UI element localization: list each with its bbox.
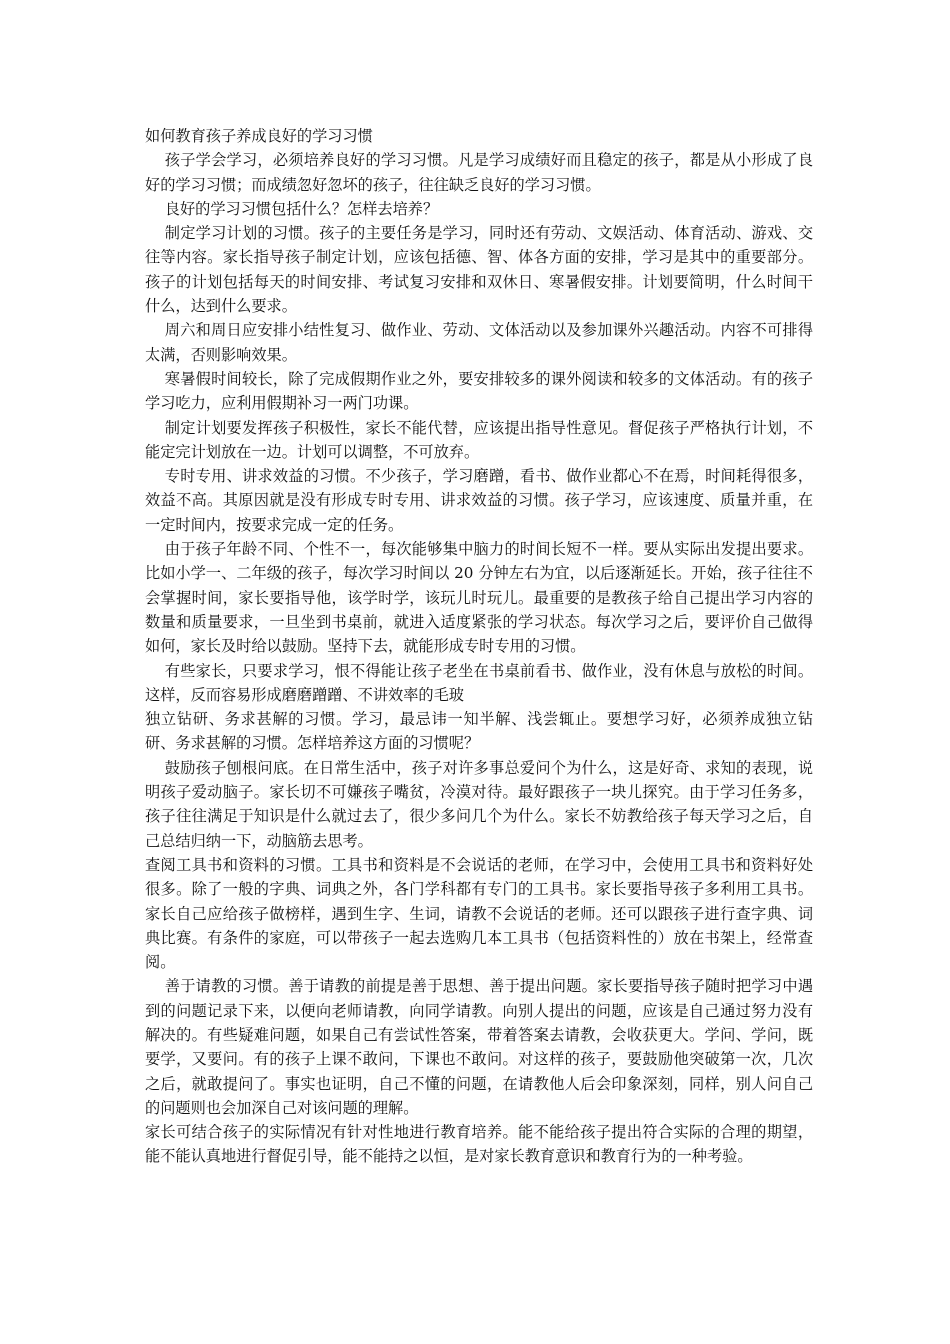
paragraph-holidays: 寒暑假时间较长，除了完成假期作业之外，要安排较多的课外阅读和较多的文体活动。有的孩子学习吃力，应利用假期补习一两门功课。 xyxy=(145,369,813,413)
paragraph-reference-books: 查阅工具书和资料的习惯。工具书和资料是不会说话的老师，在学习中，会使用工具书和资料好处很多。除了一般的字典、词典之外，各门学科都有专门的工具书。家长要指导孩子多利用工具书。家长自己应给孩子做榜样，遇到生字、生词，请教不会说话的老师。还可以跟孩子进行查字典、词典比赛。有条件的家庭，可以带孩子一起去选购几本工具书（包括资料性的）放在书架上，经常查阅。 xyxy=(145,855,813,972)
paragraph-age-differences: 由于孩子年龄不同、个性不一，每次能够集中脑力的时间长短不一样。要从实际出发提出要求。比如小学一、二年级的孩子，每次学习时间以 20 分钟左右为宜，以后逐渐延长。开始，孩子往往不会掌握时间，家长要指导他，该学时学，该玩儿时玩儿。最重要的是教孩子给自己提出学习内容的数量和质量要求，一旦坐到书桌前，就进入适度紧张的学习状态。每次学习之后，要评价自己做得如何，家长及时给以鼓励。坚持下去，就能形成专时专用的习惯。 xyxy=(145,540,813,656)
paragraph-asking: 善于请教的习惯。善于请教的前提是善于思想、善于提出问题。家长要指导孩子随时把学习中遇到的问题记录下来，以便向老师请教，向同学请教。向别人提出的问题，应该是自己通过努力没有解决的。有些疑难问题，如果自己有尝试性答案，带着答案去请教，会收获更大。学问、学问，既要学，又要问。有的孩子上课不敢问，下课也不敢问。对这样的孩子，要鼓励他突破第一次，几次之后，就敢提问了。事实也证明，自己不懂的问题，在请教他人后会印象深刻，同样，别人问自己的问题则也会加深自己对该问题的理解。 xyxy=(145,977,813,1117)
paragraph-efficiency-habit: 专时专用、讲求效益的习惯。不少孩子，学习磨蹭，看书、做作业都心不在焉，时间耗得很多，效益不高。其原因就是没有形成专时专用、讲求效益的习惯。孩子学习，应该速度、质量并重，在一定时间内，按要求完成一定的任务。 xyxy=(145,467,813,534)
paragraph-question: 良好的学习习惯包括什么？怎样去培养？ xyxy=(164,199,439,218)
paragraph-intro: 孩子学会学习，必须培养良好的学习习惯。凡是学习成绩好而且稳定的孩子，都是从小形成了良好的学习习惯；而成绩忽好忽坏的孩子，往往缺乏良好的学习习惯。 xyxy=(145,151,813,194)
document-title: 如何教育孩子养成良好的学习习惯 xyxy=(145,127,373,145)
paragraph-weekend: 周六和周日应安排小结性复习、做作业、劳动、文体活动以及参加课外兴趣活动。内容不可排得太满，否则影响效果。 xyxy=(145,321,813,364)
paragraph-independent-study: 独立钻研、务求甚解的习惯。学习，最忌讳一知半解、浅尝辄止。要想学习好，必须养成独立钻研、务求甚解的习惯。怎样培养这方面的习惯呢？ xyxy=(145,710,813,753)
paragraph-plan-habit: 制定学习计划的习惯。孩子的主要任务是学习，同时还有劳动、文娱活动、体育活动、游戏、交往等内容。家长指导孩子制定计划，应该包括德、智、体各方面的安排，学习是其中的重要部分。孩子的计划包括每天的时间安排、考试复习安排和双休日、寒暑假安排。计划要简明，什么时间干什么，达到什么要求。 xyxy=(145,224,813,316)
paragraph-rest: 有些家长，只要求学习，恨不得能让孩子老坐在书桌前看书、做作业，没有休息与放松的时间。这样，反而容易形成磨磨蹭蹭、不讲效率的毛玻 xyxy=(145,661,813,704)
paragraph-conclusion: 家长可结合孩子的实际情况有针对性地进行教育培养。能不能给孩子提出符合实际的合理的期望，能不能认真地进行督促引导，能不能持之以恒，是对家长教育意识和教育行为的一种考验。 xyxy=(145,1123,813,1166)
paragraph-plan-initiative: 制定计划要发挥孩子积极性，家长不能代替，应该提出指导性意见。督促孩子严格执行计划，不能定完计划放在一边。计划可以调整，不可放弃。 xyxy=(145,418,813,461)
document-body xyxy=(145,124,813,1169)
paragraph-inquiry: 鼓励孩子刨根问底。在日常生活中，孩子对许多事总爱问个为什么，这是好奇、求知的表现，说明孩子爱动脑子。家长切不可嫌孩子嘴贫，冷漠对待。最好跟孩子一块儿探究。由于学习任务多，孩子往往满足于知识是什么就过去了，很少多问几个为什么。家长不妨教给孩子每天学习之后，自己总结归纳一下，动脑筋去思考。 xyxy=(145,758,813,850)
